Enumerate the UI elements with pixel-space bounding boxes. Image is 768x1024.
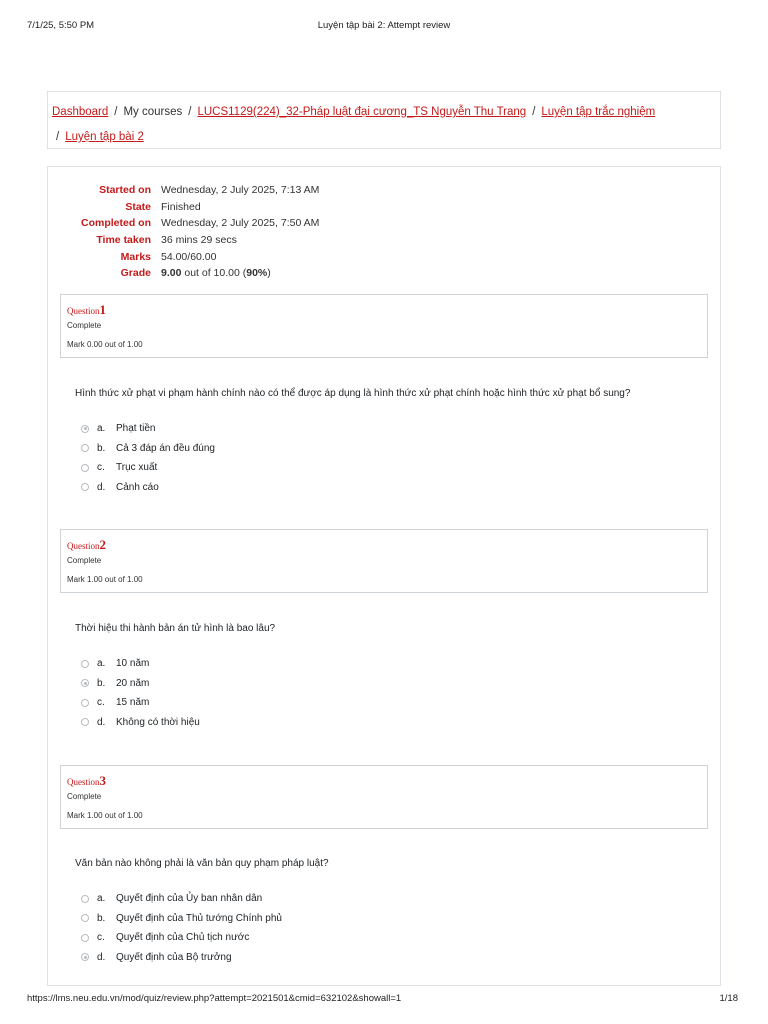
question-info-2 [60,529,708,593]
question-state: Complete [67,321,102,330]
question-text-1: Hình thức xử phạt vi phạm hành chính nào có thể được áp dụng là hình thức xử phạt chính hoặc hình thức xử phạt bổ sung? [75,388,631,399]
answer-option[interactable] [81,948,282,968]
summary-value: Wednesday, 2 July 2025, 7:50 AM [161,217,320,230]
question-mark: Mark 1.00 out of 1.00 [67,575,143,584]
option-letter: b. [97,442,106,454]
option-letter: a. [97,893,106,905]
radio-icon[interactable] [81,660,89,668]
breadcrumb-separator: / [114,106,118,118]
breadcrumb-section-link[interactable]: Luyện tập trắc nghiệm [541,106,656,118]
option-letter: b. [97,677,106,689]
summary-value [161,267,271,279]
radio-checked-icon[interactable] [81,425,89,433]
summary-value: Finished [161,200,201,213]
question-state: Complete [67,556,102,565]
question-num: 1 [99,302,106,317]
answer-list-2 [81,654,200,732]
answer-option[interactable] [81,439,215,459]
summary-row-state [55,199,455,216]
option-text: Trục xuất [116,462,158,474]
answer-option[interactable] [81,458,215,478]
option-text: Không có thời hiệu [116,716,200,728]
option-text: Quyết định của Bộ trưởng [116,951,232,963]
option-text: Quyết định của Chủ tịch nước [116,932,250,944]
option-text: 10 năm [116,658,150,670]
question-word: Question [67,306,100,316]
radio-icon[interactable] [81,444,89,452]
summary-row-completed [55,215,455,232]
grade-percent: 90% [246,267,268,280]
summary-label: Grade [120,267,151,280]
question-num: 2 [99,537,106,552]
question-mark: Mark 1.00 out of 1.00 [67,811,143,820]
print-url: https://lms.neu.edu.vn/mod/quiz/review.php?attempt=2021501&cmid=632102&showall=1 [27,993,402,1004]
summary-label: Time taken [96,234,151,247]
grade-out-of: out of 10.00 ( [181,267,247,280]
option-text: Cảnh cáo [116,481,159,493]
question-number [67,772,106,790]
answer-list-3 [81,889,282,967]
radio-icon[interactable] [81,895,89,903]
answer-option[interactable] [81,654,200,674]
radio-icon[interactable] [81,483,89,491]
summary-label: State [125,200,151,213]
question-text-3: Văn bản nào không phải là văn bản quy phạm pháp luật? [75,858,329,869]
summary-row-started [55,182,455,199]
answer-option[interactable] [81,889,282,909]
summary-label: Started on [99,184,151,197]
summary-value: 36 mins 29 secs [161,234,237,247]
radio-checked-icon[interactable] [81,679,89,687]
answer-option[interactable] [81,928,282,948]
option-letter: d. [97,481,106,493]
answer-option[interactable] [81,478,215,498]
question-word: Question [67,541,100,551]
option-letter: b. [97,912,106,924]
print-datetime: 7/1/25, 5:50 PM [27,20,95,31]
option-text: 15 năm [116,697,150,709]
breadcrumb-current-link[interactable]: Luyện tập bài 2 [65,131,144,143]
radio-icon[interactable] [81,914,89,922]
question-number [67,536,106,554]
option-letter: c. [97,462,105,474]
breadcrumb-my-courses: My courses [123,106,183,118]
question-text-2: Thời hiệu thi hành bản án tử hình là bao lâu? [75,623,276,634]
option-text: Quyết định của Ủy ban nhân dân [116,893,263,905]
answer-option[interactable] [81,693,200,713]
radio-icon[interactable] [81,464,89,472]
print-header [0,14,768,34]
summary-row-time-taken [55,232,455,249]
question-number [67,301,106,319]
option-letter: d. [97,951,106,963]
option-text: Quyết định của Thủ tướng Chính phủ [116,912,282,924]
grade-score: 9.00 [161,267,182,280]
summary-row-marks [55,248,455,265]
answer-option[interactable] [81,674,200,694]
question-word: Question [67,777,100,787]
print-page-number: 1/18 [719,993,738,1004]
question-state: Complete [67,792,102,801]
option-letter: a. [97,423,106,435]
radio-icon[interactable] [81,718,89,726]
question-info-3 [60,765,708,829]
summary-value: 54.00/60.00 [161,250,217,263]
radio-icon[interactable] [81,699,89,707]
breadcrumb-separator: / [56,131,60,143]
answer-list-1 [81,419,215,497]
breadcrumb-separator: / [532,106,536,118]
breadcrumb-dashboard-link[interactable]: Dashboard [52,106,109,118]
attempt-summary-table [55,182,455,282]
question-info-1 [60,294,708,358]
option-text: Phạt tiền [116,423,156,435]
print-title: Luyện tập bài 2: Attempt review [317,20,451,31]
radio-checked-icon[interactable] [81,953,89,961]
breadcrumb [47,91,721,149]
radio-icon[interactable] [81,934,89,942]
summary-value: Wednesday, 2 July 2025, 7:13 AM [161,184,320,197]
answer-option[interactable] [81,909,282,929]
option-letter: c. [97,697,105,709]
option-text: Cả 3 đáp án đều đúng [116,442,215,454]
option-letter: c. [97,932,105,944]
option-text: 20 năm [116,677,150,689]
summary-label: Completed on [81,217,151,230]
answer-option[interactable] [81,713,200,733]
answer-option[interactable] [81,419,215,439]
option-letter: a. [97,658,106,670]
print-footer [0,990,768,1010]
summary-row-grade [55,265,455,282]
option-letter: d. [97,716,106,728]
breadcrumb-course-link[interactable]: LUCS1129(224)_32-Pháp luật đại cương_TS Nguyễn Thu Trang [197,106,527,118]
summary-label: Marks [120,250,151,263]
grade-close: ) [267,267,271,280]
question-num: 3 [99,773,106,788]
breadcrumb-separator: / [188,106,192,118]
question-mark: Mark 0.00 out of 1.00 [67,340,143,349]
